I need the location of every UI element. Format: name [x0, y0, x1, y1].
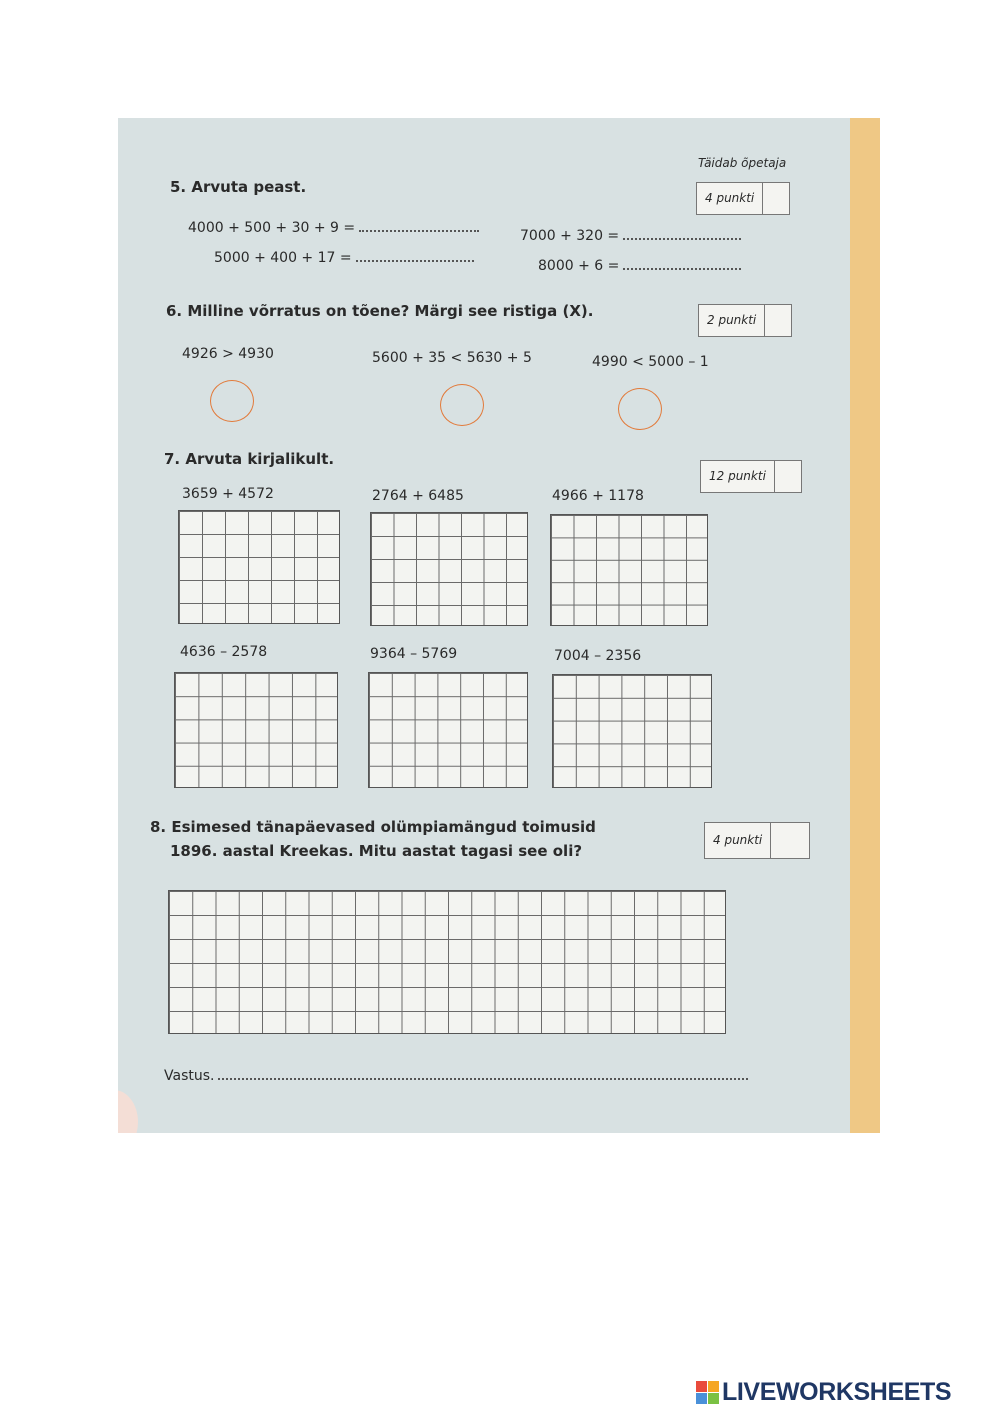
- task8-heading-line1: 8. Esimesed tänapäevased olümpiamängud toimusid: [150, 818, 596, 836]
- logo-square-red: [696, 1381, 707, 1392]
- teacher-note: Täidab õpetaja: [698, 156, 787, 170]
- task5-expression-1: [188, 220, 479, 236]
- task7-problem-4: 4636 – 2578: [180, 644, 268, 660]
- task6-option-3: 4990 < 5000 – 1: [592, 354, 709, 370]
- logo-mark-icon: [696, 1381, 719, 1404]
- task6-mark-circle-3[interactable]: [618, 388, 662, 430]
- task7-problem-2: 2764 + 6485: [372, 488, 464, 504]
- task5-expression-4: [538, 258, 741, 274]
- liveworksheets-logo: [696, 1378, 951, 1407]
- task5-expression-1-text: 4000 + 500 + 30 + 9 =: [188, 220, 356, 236]
- task5-expression-4-text: 8000 + 6 =: [538, 258, 620, 274]
- task5-answer-1[interactable]: [359, 220, 479, 232]
- task8-score-field[interactable]: [771, 823, 809, 858]
- task6-option-1: 4926 > 4930: [182, 346, 274, 362]
- task6-points-box: [698, 304, 792, 337]
- task5-answer-3[interactable]: [623, 228, 741, 240]
- task7-grid-6[interactable]: [552, 674, 712, 788]
- task5-points-box: [696, 182, 790, 215]
- task5-answer-2[interactable]: [356, 250, 474, 262]
- task5-answer-4[interactable]: [623, 258, 741, 270]
- task7-grid-4[interactable]: [174, 672, 338, 788]
- task8-points-label: 4 punkti: [705, 823, 771, 858]
- worksheet-photo: [118, 118, 880, 1133]
- task8-answer-row: [164, 1068, 748, 1084]
- task5-expression-2-text: 5000 + 400 + 17 =: [214, 250, 352, 266]
- task7-problem-5: 9364 – 5769: [370, 646, 458, 662]
- task7-points-label: 12 punkti: [701, 461, 775, 492]
- logo-square-green: [708, 1393, 719, 1404]
- logo-square-orange: [708, 1381, 719, 1392]
- task7-score-field[interactable]: [775, 461, 801, 492]
- task7-grid-5[interactable]: [368, 672, 528, 788]
- task5-score-field[interactable]: [763, 183, 789, 214]
- task5-points-label: 4 punkti: [697, 183, 763, 214]
- task6-heading: 6. Milline võrratus on tõene? Märgi see ristiga (X).: [166, 302, 594, 320]
- task6-mark-circle-1[interactable]: [210, 380, 254, 422]
- task8-grid[interactable]: [168, 890, 726, 1034]
- task8-points-box: [704, 822, 810, 859]
- task7-grid-2[interactable]: [370, 512, 528, 626]
- task7-grid-1[interactable]: [178, 510, 340, 624]
- task5-expression-3: [520, 228, 741, 244]
- task8-answer-field[interactable]: [218, 1068, 748, 1080]
- task7-problem-3: 4966 + 1178: [552, 488, 644, 504]
- task5-expression-2: [214, 250, 474, 266]
- task7-problem-1: 3659 + 4572: [182, 486, 274, 502]
- logo-text: LIVEWORKSHEETS: [722, 1378, 952, 1406]
- task8-heading-line2: 1896. aastal Kreekas. Mitu aastat tagasi see oli?: [170, 842, 583, 860]
- task7-grid-3[interactable]: [550, 514, 708, 626]
- task8-answer-label: Vastus.: [164, 1068, 215, 1084]
- task7-points-box: [700, 460, 802, 493]
- task5-expression-3-text: 7000 + 320 =: [520, 228, 620, 244]
- task6-option-2: 5600 + 35 < 5630 + 5: [372, 350, 532, 366]
- task6-score-field[interactable]: [765, 305, 791, 336]
- task5-heading: 5. Arvuta peast.: [170, 178, 307, 196]
- task7-heading: 7. Arvuta kirjalikult.: [164, 450, 335, 468]
- task6-points-label: 2 punkti: [699, 305, 765, 336]
- worksheet-page: [118, 118, 850, 1133]
- task6-mark-circle-2[interactable]: [440, 384, 484, 426]
- task7-problem-6: 7004 – 2356: [554, 648, 642, 664]
- logo-square-blue: [696, 1393, 707, 1404]
